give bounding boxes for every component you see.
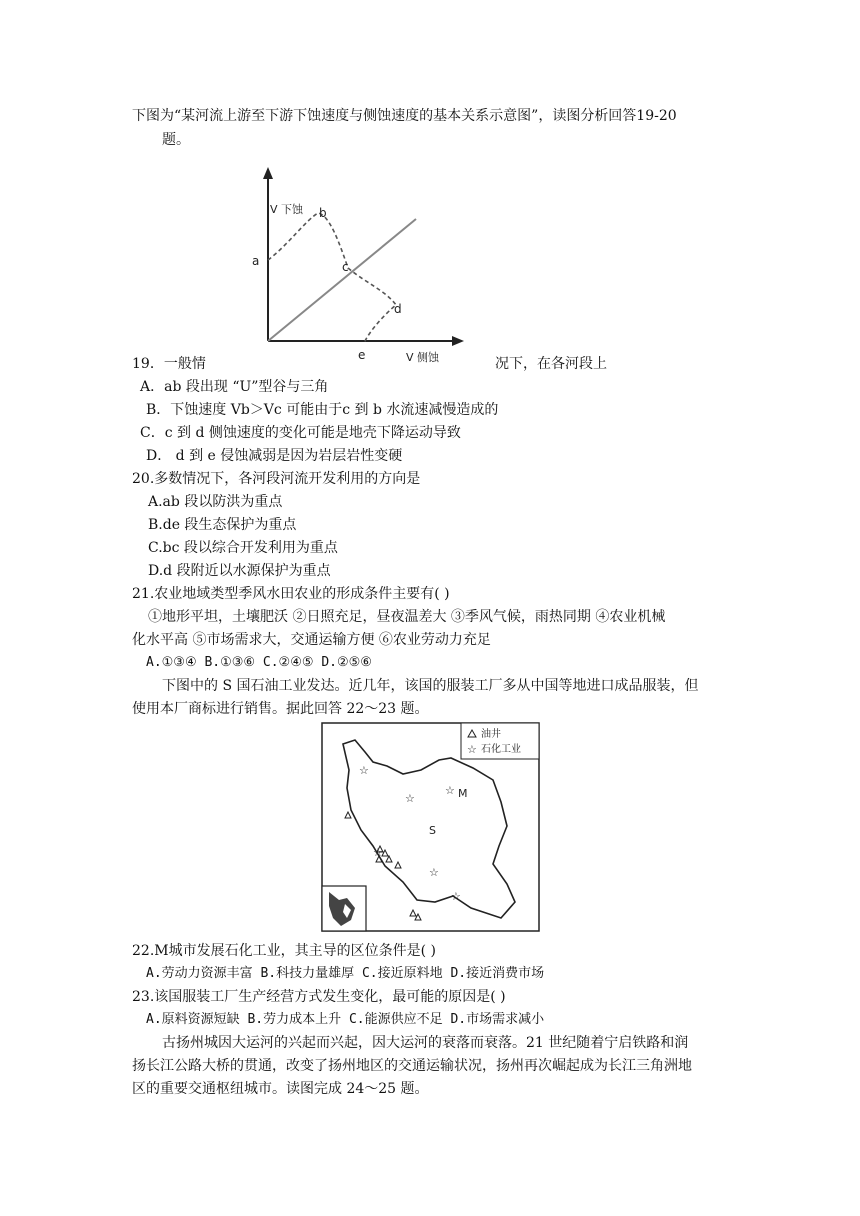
y-axis-arrow	[263, 167, 273, 179]
intro-24-25-line3: 区的重要交通枢纽城市。读图完成 24～25 题。	[132, 1081, 429, 1097]
petrochem-marker: ☆	[451, 890, 461, 903]
y-axis-label: V 下蚀	[270, 203, 304, 216]
petrochem-marker: ☆	[429, 866, 439, 879]
q22-stem: 22.M城市发展石化工业，其主导的区位条件是( )	[132, 943, 436, 959]
q19-option-a: A．ab 段出现 “U”型谷与三角	[140, 379, 329, 395]
intro-22-23-line1: 下图中的 S 国石油工业发达。近几年，该国的服装工厂多从中国等地进口成品服装，但	[162, 678, 699, 694]
intro-22-23-line2: 使用本厂商标进行销售。据此回答 22～23 题。	[132, 701, 429, 717]
erosion-curve	[268, 213, 396, 343]
point-label-e: e	[358, 348, 366, 362]
q21-items-line1: ①地形平坦，土壤肥沃 ②日照充足，昼夜温差大 ③季风气候，雨热同期 ④农业机械	[148, 609, 666, 625]
q23-stem: 23.该国服装工厂生产经营方式发生变化，最可能的原因是( )	[132, 989, 506, 1005]
q21-items-line2: 化水平高 ⑤市场需求大，交通运输方便 ⑥农业劳动力充足	[132, 632, 491, 648]
q20-option-c: C.bc 段以综合开发利用为重点	[148, 540, 338, 556]
q20-option-b: B.de 段生态保护为重点	[148, 517, 297, 533]
q21-stem: 21.农业地域类型季风水田农业的形成条件主要有( )	[132, 586, 450, 602]
q22-options: A.劳动力资源丰富 B.科技力量雄厚 C.接近原料地 D.接近消费市场	[146, 966, 545, 981]
petrochem-marker: ☆	[405, 792, 415, 805]
erosion-speed-graph	[248, 165, 478, 365]
q19-option-b: B．下蚀速度 Vb＞Vc 可能由于c 到 b 水流速减慢造成的	[146, 402, 499, 418]
city-label-m: M	[458, 787, 468, 800]
legend-oil-well-label: 油井	[481, 729, 501, 740]
country-label-s: S	[429, 824, 436, 837]
q19-option-d: D． d 到 e 侵蚀减弱是因为岩层岩性变硬	[146, 448, 403, 464]
petrochem-marker: ☆	[445, 784, 455, 797]
x-axis-label: V 侧蚀	[406, 351, 440, 364]
reference-diagonal	[268, 219, 416, 341]
legend-petrochem-label: 石化工业	[481, 744, 521, 755]
point-label-b: b	[319, 206, 327, 220]
petrochem-marker: ☆	[359, 764, 369, 777]
point-label-d: d	[394, 302, 402, 316]
q20-option-d: D.d 段附近以水源保护为重点	[148, 563, 331, 579]
point-label-c: c	[342, 260, 349, 274]
intro-24-25-line1: 古扬州城因大运河的兴起而兴起，因大运河的衰落而衰落。21 世纪随着宁启铁路和润	[162, 1035, 689, 1051]
q20-stem: 20.多数情况下，各河段河流开发利用的方向是	[132, 471, 421, 487]
q20-option-a: A.ab 段以防洪为重点	[148, 494, 283, 510]
intro-24-25-line2: 扬长江公路大桥的贯通，改变了扬州地区的交通运输状况，扬州再次崛起成为长江三角洲地	[132, 1058, 692, 1074]
point-label-a: a	[252, 254, 260, 268]
q19-stem-right: 况下，在各河段上	[495, 356, 607, 372]
x-axis-arrow	[452, 336, 464, 346]
q23-options: A.原料资源短缺 B.劳力成本上升 C.能源供应不足 D.市场需求减小	[146, 1012, 545, 1027]
legend-petrochem-icon: ☆	[467, 743, 477, 756]
intro-19-20-line2: 题。	[162, 132, 190, 148]
petrochem-marker: ☆	[373, 846, 383, 859]
q19-option-c: C．c 到 d 侧蚀速度的变化可能是地壳下降运动导致	[140, 425, 461, 441]
q21-options: A.①③④ B.①③⑥ C.②④⑤ D.②⑤⑥	[146, 655, 372, 670]
country-map	[321, 722, 540, 932]
q19-stem-left: 19．一般情	[132, 356, 206, 372]
intro-19-20-line1: 下图为“某河流上游至下游下蚀速度与侧蚀速度的基本关系示意图”，读图分析回答19-20	[132, 108, 677, 124]
